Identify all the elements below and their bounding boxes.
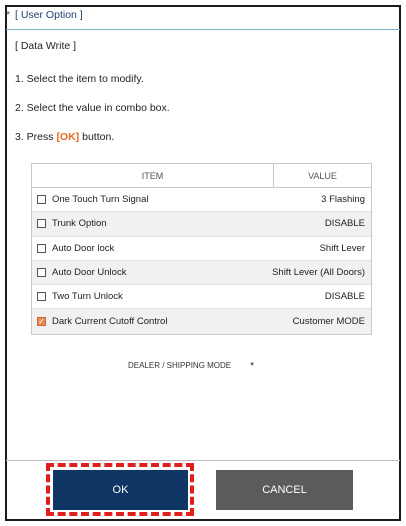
column-header-item: ITEM <box>32 164 274 187</box>
table-header <box>32 164 371 188</box>
table-row-two-turn-unlock[interactable] <box>32 285 371 309</box>
footer-divider <box>6 460 400 461</box>
table-row-trunk-option[interactable] <box>32 212 371 236</box>
dialog-title <box>6 9 83 21</box>
mode-dropdown-value: DEALER / SHIPPING MODE <box>128 360 232 370</box>
instruction-step-1: 1. Select the item to modify. <box>15 73 144 85</box>
row-value-select[interactable]: 3 Flashing <box>321 194 365 206</box>
dropdown-caret-icon: ▼ <box>249 362 256 368</box>
row-item-label: Auto Door lock <box>52 242 115 254</box>
row-value-select[interactable]: Customer MODE <box>292 316 365 328</box>
row-value-select[interactable]: Shift Lever (All Doors) <box>272 267 365 279</box>
instruction-step-3 <box>15 131 114 143</box>
row-value-select[interactable]: DISABLE <box>324 218 365 230</box>
row-value-select[interactable]: Shift Lever <box>319 242 365 254</box>
ok-button[interactable]: OK <box>53 470 188 510</box>
check-icon: ✓ <box>38 316 45 326</box>
cancel-button[interactable]: CANCEL <box>216 470 353 510</box>
row-item-label: Trunk Option <box>52 218 107 230</box>
row-checkbox[interactable] <box>37 268 46 277</box>
table-row-auto-door-lock[interactable] <box>32 237 371 261</box>
row-item-label: Dark Current Cutoff Control <box>52 316 168 328</box>
section-subtitle: [ Data Write ] <box>15 40 77 52</box>
row-value-select[interactable]: DISABLE <box>324 291 365 303</box>
header-divider <box>6 29 400 30</box>
table-row-one-touch-turn-signal[interactable] <box>32 188 371 212</box>
row-checkbox-checked[interactable] <box>37 317 46 326</box>
step-3-ok-keyword: [OK] <box>56 131 80 143</box>
table-row-auto-door-unlock[interactable] <box>32 261 371 285</box>
row-checkbox[interactable] <box>37 292 46 301</box>
instruction-step-2: 2. Select the value in combo box. <box>15 102 170 114</box>
title-marker: * <box>6 9 11 21</box>
mode-dropdown[interactable] <box>128 358 278 372</box>
options-table <box>31 163 372 335</box>
step-3-prefix: 3. Press <box>15 131 57 143</box>
row-checkbox[interactable] <box>37 195 46 204</box>
row-item-label: Auto Door Unlock <box>52 267 127 279</box>
row-checkbox[interactable] <box>37 244 46 253</box>
step-3-suffix: button. <box>79 131 115 143</box>
table-row-dark-current-cutoff-control[interactable] <box>32 309 371 333</box>
column-header-value: VALUE <box>308 170 337 181</box>
row-item-label: Two Turn Unlock <box>52 291 123 303</box>
dialog-title-text: [ User Option ] <box>15 9 83 21</box>
row-checkbox[interactable] <box>37 219 46 228</box>
row-item-label: One Touch Turn Signal <box>52 194 149 206</box>
